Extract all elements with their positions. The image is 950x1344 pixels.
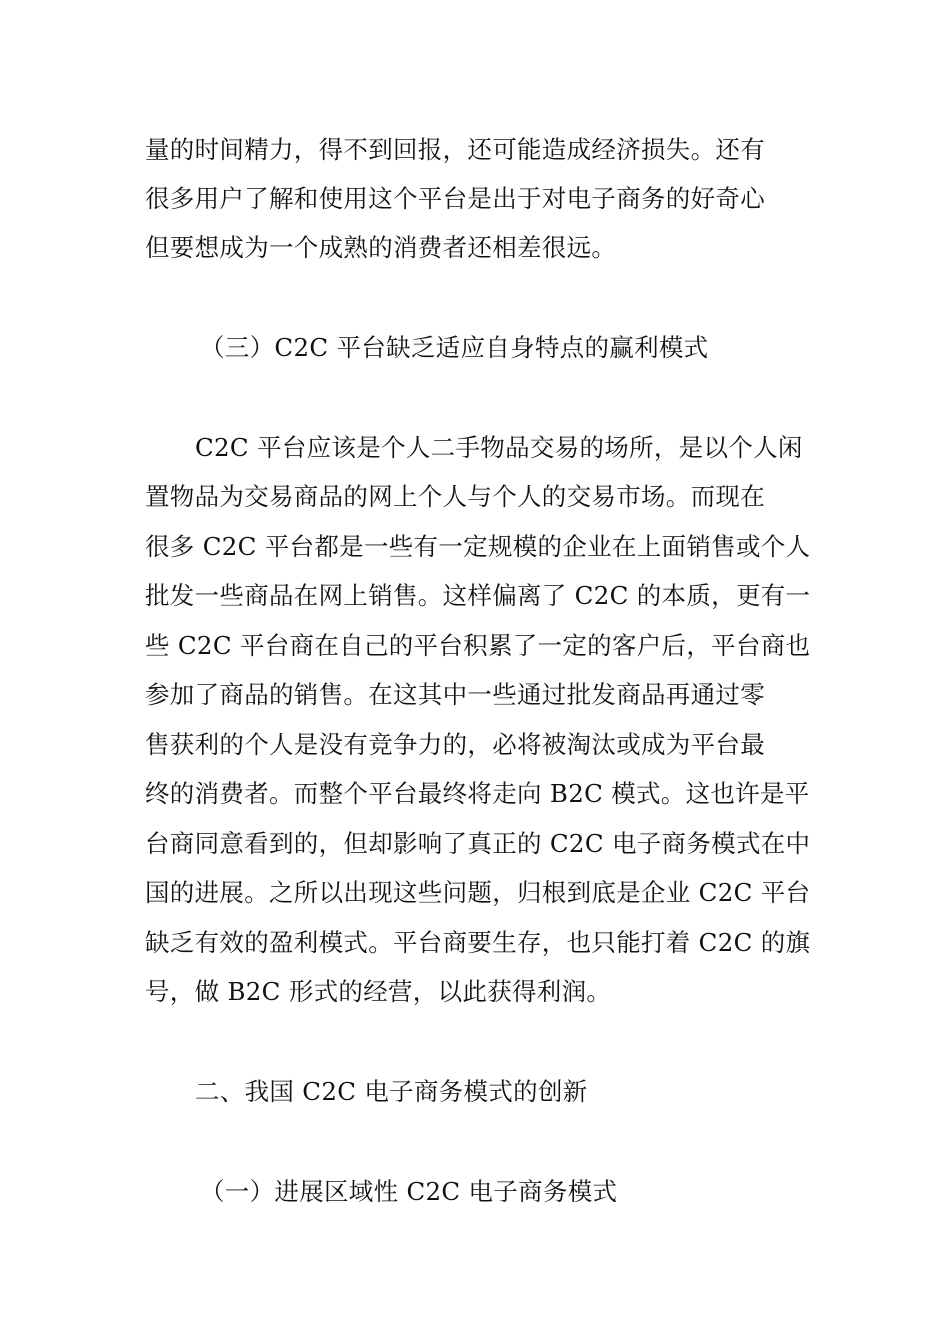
paragraph-line: 很多用户了解和使用这个平台是出于对电子商务的好奇心 — [145, 184, 765, 213]
paragraph-line: 终的消费者。而整个平台最终将走向 B2C 模式。这也许是平 — [145, 779, 810, 808]
paragraph-line: 号，做 B2C 形式的经营，以此获得利润。 — [145, 977, 612, 1006]
section-heading: 二、我国 C2C 电子商务模式的创新 — [195, 1077, 588, 1106]
paragraph-line: 台商同意看到的，但却影响了真正的 C2C 电子商务模式在中 — [145, 829, 811, 858]
paragraph-line: 很多 C2C 平台都是一些有一定规模的企业在上面销售或个人 — [145, 532, 811, 561]
paragraph-line: 置物品为交易商品的网上个人与个人的交易市场。而现在 — [145, 482, 765, 511]
paragraph-line: C2C 平台应该是个人二手物品交易的场所，是以个人闲 — [195, 433, 803, 462]
paragraph-line: 缺乏有效的盈利模式。平台商要生存，也只能打着 C2C 的旗 — [145, 928, 811, 957]
subsection-heading: （一）进展区域性 C2C 电子商务模式 — [200, 1177, 618, 1206]
paragraph-line: 量的时间精力，得不到回报，还可能造成经济损失。还有 — [145, 135, 765, 164]
paragraph-line: 但要想成为一个成熟的消费者还相差很远。 — [145, 233, 617, 262]
paragraph-line: 参加了商品的销售。在这其中一些通过批发商品再通过零 — [145, 680, 765, 709]
paragraph-line: 售获利的个人是没有竞争力的，必将被淘汰或成为平台最 — [145, 730, 765, 759]
paragraph-line: 批发一些商品在网上销售。这样偏离了 C2C 的本质，更有一 — [145, 581, 811, 610]
paragraph-line: 国的进展。之所以出现这些问题，归根到底是企业 C2C 平台 — [145, 878, 811, 907]
section-heading: （三）C2C 平台缺乏适应自身特点的赢利模式 — [200, 333, 709, 362]
paragraph-line: 些 C2C 平台商在自己的平台积累了一定的客户后，平台商也 — [145, 631, 811, 660]
